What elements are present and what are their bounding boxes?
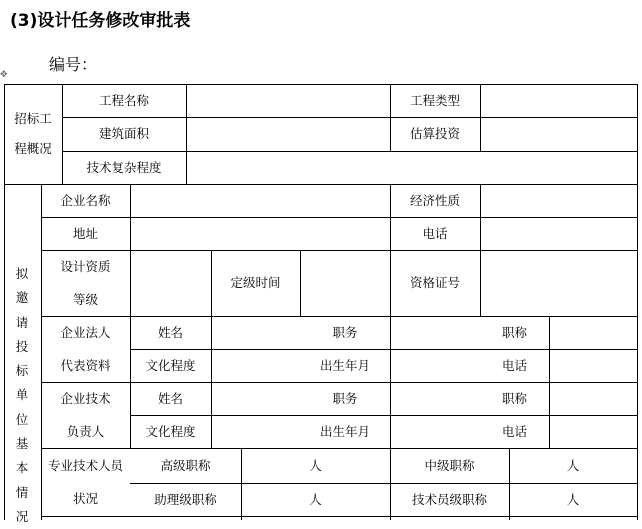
design-qualification-label: 设计资质 等级 — [60, 258, 111, 307]
technician-title-label: 技术员级职称 — [411, 491, 487, 507]
technical-complexity-field[interactable] — [187, 152, 637, 184]
assistant-title-count-unit[interactable]: 人 — [309, 491, 322, 507]
tech-lead-education-label: 文化程度 — [145, 423, 196, 439]
legal-rep-phone-label: 电话 — [501, 357, 527, 373]
building-area-label: 建筑面积 — [98, 126, 149, 141]
legal-rep-phone-field[interactable] — [550, 350, 637, 382]
senior-title-label: 高级职称 — [160, 457, 211, 473]
project-type-field[interactable] — [481, 85, 637, 117]
address-field[interactable] — [131, 218, 390, 250]
mid-title-count-unit[interactable]: 人 — [566, 457, 580, 473]
table-border-right — [637, 84, 638, 520]
table-move-anchor-icon[interactable]: ✥ — [0, 70, 8, 80]
assistant-title-label: 助理级职称 — [154, 491, 217, 507]
certificate-number-label: 资格证号 — [409, 275, 460, 290]
tech-lead-title-label: 职称 — [501, 390, 527, 406]
phone-label: 电话 — [422, 225, 448, 241]
legal-rep-position-field[interactable] — [391, 317, 480, 349]
legal-rep-title-label: 职称 — [501, 324, 527, 340]
form-title: (3)设计任务修改审批表 — [10, 11, 191, 31]
economic-nature-field[interactable] — [481, 185, 637, 217]
legal-rep-birth-label: 出生年月 — [319, 357, 370, 373]
mid-title-label: 中级职称 — [424, 457, 475, 473]
tech-lead-title-field[interactable] — [550, 383, 637, 415]
tech-lead-position-field[interactable] — [391, 383, 480, 415]
legal-rep-education-label: 文化程度 — [145, 357, 196, 373]
tech-lead-birth-label: 出生年月 — [319, 423, 370, 439]
rating-time-label: 定级时间 — [230, 275, 281, 290]
phone-field[interactable] — [481, 218, 637, 250]
tech-lead-phone-field[interactable] — [550, 416, 637, 448]
tech-lead-phone-label: 电话 — [501, 423, 527, 439]
building-area-field[interactable] — [187, 118, 390, 151]
design-qualification-field[interactable] — [131, 251, 211, 316]
estimated-investment-label: 估算投资 — [409, 126, 460, 141]
senior-title-count-unit[interactable]: 人 — [309, 457, 322, 473]
tech-lead-position-label: 职务 — [332, 390, 358, 406]
technician-title-count-unit[interactable]: 人 — [566, 491, 580, 507]
form-number-label: 编号： — [49, 55, 98, 74]
overview-section-label: 招标工 程概况 — [14, 111, 52, 156]
technical-lead-label: 企业技术 负责人 — [60, 390, 111, 439]
technical-staff-label: 专业技术人员 状况 — [47, 457, 123, 506]
legal-rep-title-field[interactable] — [550, 317, 637, 349]
legal-rep-education-field[interactable] — [212, 350, 300, 382]
certificate-number-field[interactable] — [481, 251, 637, 316]
technical-complexity-label: 技术复杂程度 — [86, 159, 162, 175]
economic-nature-label: 经济性质 — [409, 192, 460, 208]
company-name-label: 企业名称 — [60, 192, 111, 208]
legal-rep-birth-field[interactable] — [391, 350, 480, 382]
tech-lead-education-field[interactable] — [212, 416, 300, 448]
legal-rep-name-label: 姓名 — [157, 324, 183, 340]
tech-lead-birth-field[interactable] — [391, 416, 480, 448]
estimated-investment-field[interactable] — [481, 118, 637, 151]
project-name-field[interactable] — [187, 85, 390, 117]
address-label: 地址 — [72, 225, 98, 241]
grid-line — [41, 516, 638, 517]
legal-representative-label: 企业法人 代表资料 — [60, 324, 111, 373]
project-type-label: 工程类型 — [409, 92, 460, 108]
legal-rep-position-label: 职务 — [332, 324, 358, 340]
company-name-field[interactable] — [131, 185, 390, 217]
bidder-section-label: 拟邀请投标单位基本情况 — [15, 266, 29, 524]
legal-rep-name-field[interactable] — [212, 317, 300, 349]
tech-lead-name-field[interactable] — [212, 383, 300, 415]
rating-time-field[interactable] — [301, 251, 390, 316]
project-name-label: 工程名称 — [98, 92, 149, 108]
tech-lead-name-label: 姓名 — [157, 390, 183, 406]
